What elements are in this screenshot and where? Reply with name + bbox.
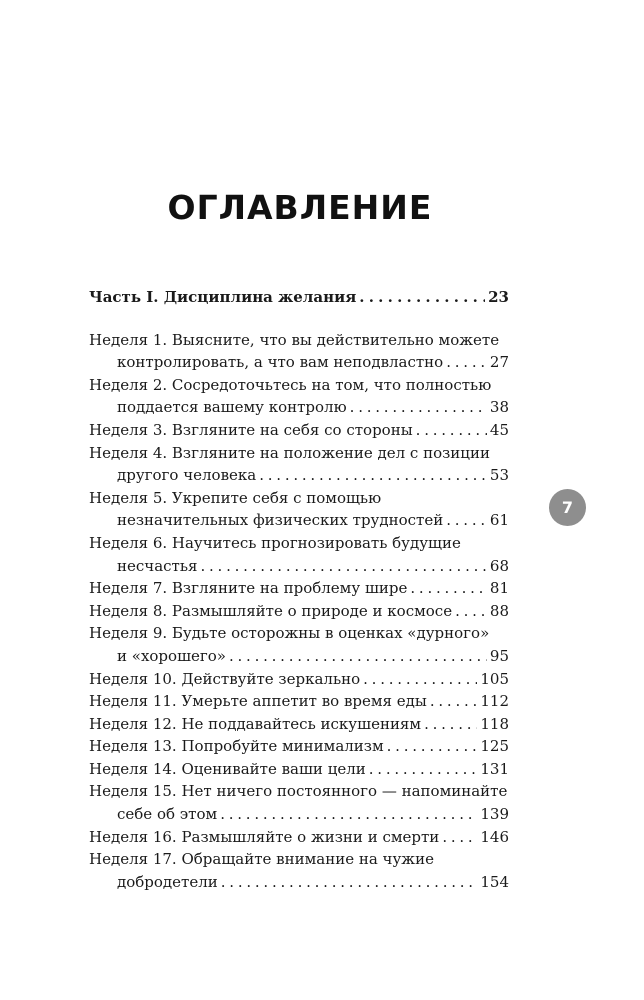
toc-leader-dots	[387, 735, 478, 758]
toc-entry-title: Неделя 10. Действуйте зеркально	[89, 669, 361, 688]
toc-entry-title-line2: добродетели	[117, 872, 218, 891]
toc-leader-dots	[424, 713, 477, 736]
toc-entry[interactable]	[89, 487, 509, 532]
toc-entry-row	[89, 668, 509, 691]
toc-entry-page: 125	[480, 737, 509, 756]
toc-entry-row	[89, 419, 509, 442]
toc-leader-dots	[259, 464, 487, 487]
toc-entry[interactable]	[89, 713, 509, 736]
toc-leader-dots	[229, 645, 487, 668]
toc-part-page: 23	[488, 288, 509, 306]
toc-entry-title: Неделя 8. Размышляйте о природе и космосе	[89, 601, 453, 620]
toc-entry-row	[89, 464, 509, 487]
toc-entry-title: Неделя 3. Взгляните на себя со стороны	[89, 420, 413, 439]
toc-entry-title: Неделя 7. Взгляните на проблему шире	[89, 579, 408, 598]
toc-entry-title: Неделя 13. Попробуйте минимализм	[89, 737, 384, 756]
toc-entry[interactable]	[89, 826, 509, 849]
toc-entry[interactable]	[89, 848, 509, 893]
toc-entry-row	[89, 735, 509, 758]
toc-entry[interactable]	[89, 329, 509, 374]
toc-entry-title-line1: Неделя 1. Выясните, что вы действительно можете	[89, 330, 500, 349]
toc-entry-title-line1: Неделя 9. Будьте осторожны в оценках «дурного»	[89, 624, 490, 643]
toc-entry-page: 53	[489, 466, 509, 485]
page-number-badge: 7	[549, 489, 586, 526]
toc-entry-title-line2: незначительных физических трудностей	[117, 511, 444, 530]
toc-entry-title: Неделя 14. Оценивайте ваши цели	[89, 759, 366, 778]
toc-entry-page: 118	[480, 714, 509, 733]
toc-entry-page: 131	[480, 759, 509, 778]
toc-entry[interactable]	[89, 735, 509, 758]
toc-entry[interactable]	[89, 532, 509, 577]
toc-entry-page: 146	[480, 827, 509, 846]
toc-entry[interactable]	[89, 577, 509, 600]
toc-part-label: Часть I. Дисциплина желания	[89, 288, 357, 306]
toc-entry-page: 95	[489, 646, 509, 665]
toc-entry-title-line1: Неделя 15. Нет ничего постоянного — напоминайте	[89, 782, 508, 801]
toc-entry[interactable]	[89, 374, 509, 419]
toc-entry-page: 38	[489, 398, 509, 417]
toc-entry[interactable]	[89, 622, 509, 667]
toc-entry-page: 45	[489, 420, 509, 439]
toc-entry[interactable]	[89, 442, 509, 487]
toc-entry-row	[89, 577, 509, 600]
toc-leader-dots	[363, 668, 477, 691]
toc-leader-dots	[446, 351, 487, 374]
toc-entry[interactable]	[89, 600, 509, 623]
page-title: ОГЛАВЛЕНИЕ	[167, 188, 433, 227]
toc-entry-row	[89, 396, 509, 419]
toc-entry-title: Неделя 11. Умерьте аппетит во время еды	[89, 692, 427, 711]
toc-entry-page: 105	[480, 669, 509, 688]
toc-entry[interactable]	[89, 780, 509, 825]
toc-leader-dots	[430, 690, 478, 713]
toc-entry-row	[89, 600, 509, 623]
toc-leader-dots	[455, 600, 487, 623]
toc-entry-title-line1: Неделя 2. Сосредоточьтесь на том, что полностью	[89, 375, 492, 394]
toc-entry-title-line1: Неделя 4. Взгляните на положение дел с позиции	[89, 443, 490, 462]
toc-entry-row	[89, 871, 509, 894]
toc-leader-dots	[200, 555, 486, 578]
toc-entry-page: 61	[489, 511, 509, 530]
toc-entry-title: Неделя 12. Не поддавайтесь искушениям	[89, 714, 422, 733]
toc-entry-page: 68	[489, 556, 509, 575]
toc-entry[interactable]	[89, 668, 509, 691]
toc-leader-dots	[416, 419, 487, 442]
toc-leader-dots	[410, 577, 487, 600]
toc-entry-title-line1: Неделя 6. Научитесь прогнозировать будущие	[89, 533, 461, 552]
toc-entry[interactable]	[89, 758, 509, 781]
toc-leader-dots	[442, 826, 477, 849]
toc-entry-page: 154	[480, 872, 509, 891]
toc-entry-title-line2: себе об этом	[117, 805, 218, 824]
toc-entry-title-line1: Неделя 5. Укрепите себя с помощью	[89, 488, 382, 507]
toc-entry-row	[89, 803, 509, 826]
toc-leader-dots	[369, 758, 478, 781]
toc-leader-dots	[446, 509, 487, 532]
toc-entry-title-line1: Неделя 17. Обращайте внимание на чужие	[89, 850, 434, 869]
toc-entry-row	[89, 690, 509, 713]
toc-leader-dots	[221, 871, 478, 894]
toc-entry-row	[89, 351, 509, 374]
toc-entry-row	[89, 713, 509, 736]
toc-entry-title-line2: поддается вашему контролю	[117, 398, 347, 417]
toc-entry-page: 81	[489, 579, 509, 598]
toc-entry-title-line2: и «хорошего»	[117, 646, 226, 665]
toc-entry-title-line2: несчастья	[117, 556, 198, 575]
toc-entry-row	[89, 758, 509, 781]
toc-leader-dots	[350, 396, 487, 419]
toc-entry-row	[89, 555, 509, 578]
toc-leader-dots	[359, 286, 485, 309]
toc-entry-title-line2: другого человека	[117, 466, 257, 485]
toc-leader-dots	[220, 803, 477, 826]
toc-entry[interactable]	[89, 690, 509, 713]
toc-part-heading[interactable]	[89, 286, 509, 309]
toc-entries	[89, 329, 509, 894]
toc-entry[interactable]	[89, 419, 509, 442]
toc-entry-page: 139	[480, 805, 509, 824]
table-of-contents	[89, 286, 509, 893]
toc-entry-row	[89, 645, 509, 668]
toc-entry-page: 27	[489, 353, 509, 372]
toc-entry-title-line2: контролировать, а что вам неподвластно	[117, 353, 444, 372]
toc-entry-page: 112	[480, 692, 509, 711]
toc-entry-row	[89, 826, 509, 849]
toc-entry-row	[89, 509, 509, 532]
toc-entry-title: Неделя 16. Размышляйте о жизни и смерти	[89, 827, 440, 846]
toc-entry-page: 88	[489, 601, 509, 620]
